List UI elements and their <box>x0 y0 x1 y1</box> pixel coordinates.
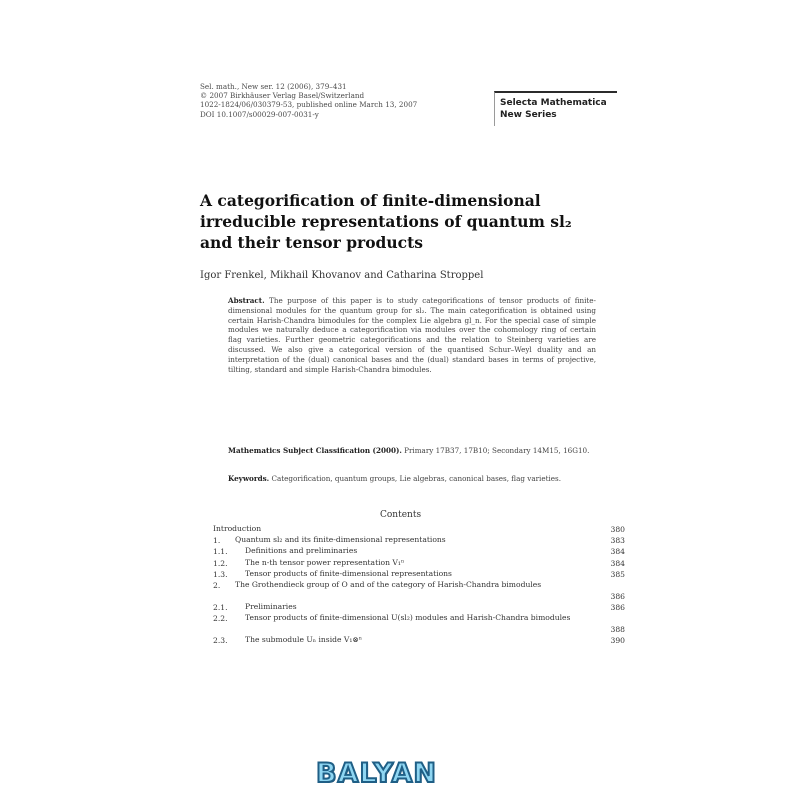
toc-entry-label: Preliminaries <box>245 601 297 611</box>
abstract-text: The purpose of this paper is to study categorifications of tensor products of finite-dimensional modules for the quantum group for sl₂. The main categorification is obtained using certain Harish-Chandra bimodules for the complex Lie algebra gl_n. For the special case of simple modules we naturally deduce a categorification via modules over the cohomology ring of certain flag varieties. Further geometric categorifications and the relation to Steinberg varieties are discussed. We also give a categorical version of the quantised Schur–Weyl duality and an interpretation of the (dual) canonical bases and the (dual) standard bases in terms of projective, tilting, standard and simple Harish-Chandra bimodules. <box>228 296 596 374</box>
keywords-text: Categorification, quantum groups, Lie algebras, canonical bases, flag varieties. <box>271 474 562 483</box>
watermark-logo: BALYAN <box>316 758 437 789</box>
title-line: irreducible representations of quantum sl₂ <box>200 212 572 231</box>
toc-entry-number: 2. <box>213 580 221 590</box>
journal-name: Selecta Mathematica <box>500 98 607 108</box>
toc-entry-label: Quantum sl₂ and its finite-dimensional representations <box>235 535 446 545</box>
toc-entry-label: Definitions and preliminaries <box>245 546 358 556</box>
toc-entry-number: 2.1. <box>213 602 228 612</box>
toc-entry-number: 1.1. <box>213 547 228 557</box>
toc-entry[interactable] <box>213 535 625 546</box>
subject-classification <box>228 446 596 456</box>
abstract-label: Abstract. <box>228 296 265 305</box>
meta-line: DOI 10.1007/s00029-007-0031-y <box>200 109 319 119</box>
toc-entry-page: 385 <box>610 569 625 579</box>
toc-entry-label: The submodule Uₙ inside V₁⊗ⁿ <box>245 635 363 645</box>
paper-title <box>200 190 620 253</box>
msc-text: Primary 17B37, 17B10; Secondary 14M15, 16G10. <box>404 446 590 455</box>
toc-entry[interactable] <box>213 602 625 613</box>
meta-line: Sel. math., New ser. 12 (2006), 379–431 <box>200 82 347 91</box>
toc-entry[interactable] <box>213 524 625 535</box>
title-line: and their tensor products <box>200 233 423 252</box>
toc-entry[interactable] <box>213 558 625 569</box>
keywords <box>228 474 596 484</box>
toc-entry-page: 384 <box>610 547 625 557</box>
toc-entry-number: 2.3. <box>213 636 228 646</box>
journal-badge <box>494 91 617 126</box>
contents-heading: Contents <box>380 510 422 520</box>
toc-entry[interactable] <box>213 613 625 635</box>
toc-entry[interactable] <box>213 569 625 580</box>
toc-entry-page: 386 <box>610 602 625 612</box>
keywords-label: Keywords. <box>228 474 270 483</box>
msc-label: Mathematics Subject Classification (2000). <box>228 446 402 455</box>
toc-entry-number: 1.2. <box>213 558 228 568</box>
toc-entry-label: Tensor products of finite-dimensional representations <box>245 568 452 578</box>
toc-entry-page: 383 <box>610 536 625 546</box>
meta-line: © 2007 Birkhäuser Verlag Basel/Switzerland <box>200 91 365 101</box>
toc-entry-label: The Grothendieck group of O and of the category of Harish-Chandra bimodules <box>235 579 542 589</box>
toc-entry-number: 2.2. <box>213 614 228 624</box>
table-of-contents <box>213 524 625 646</box>
toc-entry-number: 1.3. <box>213 569 228 579</box>
toc-entry-number: 1. <box>213 536 221 546</box>
title-line: A categorification of finite-dimensional <box>200 191 541 210</box>
toc-entry[interactable] <box>213 546 625 557</box>
author-list: Igor Frenkel, Mikhail Khovanov and Catharina Stroppel <box>200 270 484 281</box>
toc-entry-label: Tensor products of finite-dimensional U(sl₂) modules and Harish-Chandra bimodules <box>245 613 571 623</box>
toc-entry-label: Introduction <box>213 524 262 533</box>
publication-meta <box>200 82 460 119</box>
toc-entry-label: The n-th tensor power representation V₁ⁿ <box>245 557 405 567</box>
toc-entry[interactable] <box>213 635 625 646</box>
toc-entry-page: 380 <box>610 524 625 534</box>
toc-entry-page: 390 <box>610 636 625 646</box>
toc-entry-page: 384 <box>610 558 625 568</box>
abstract <box>228 296 596 374</box>
journal-series: New Series <box>500 110 557 120</box>
toc-entry-page: 388 <box>610 624 625 634</box>
toc-entry[interactable] <box>213 580 625 602</box>
toc-entry-page: 386 <box>610 591 625 601</box>
meta-line: 1022-1824/06/030379-53, published online March 13, 2007 <box>200 100 418 110</box>
